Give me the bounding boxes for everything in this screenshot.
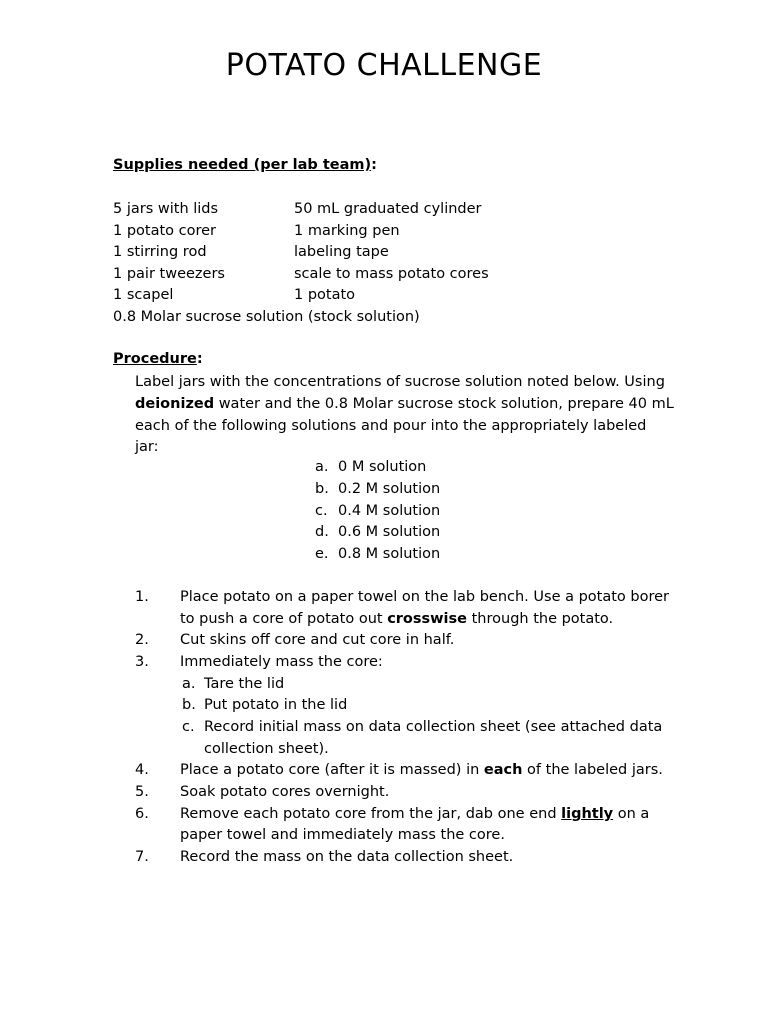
step-text-part: Place a potato core (after it is massed) in	[180, 762, 484, 778]
emphasis-each: each	[483, 762, 523, 778]
solution-letter: a.	[315, 459, 329, 475]
solution-item: 0.8 M solution	[338, 546, 441, 562]
procedure-heading	[113, 351, 203, 367]
supply-item: 1 marking pen	[294, 223, 400, 239]
supply-item: 1 potato	[294, 287, 356, 303]
emphasis-lightly: lightly	[561, 806, 614, 822]
supply-item: 1 potato corer	[113, 223, 217, 239]
supply-item: 1 scapel	[113, 287, 174, 303]
supply-item: scale to mass potato cores	[294, 266, 489, 282]
substep-letter: c.	[182, 719, 195, 735]
supply-item: 1 stirring rod	[113, 244, 207, 260]
step-text-part: of the labeled jars.	[522, 762, 663, 778]
procedure-intro-line: jar:	[135, 439, 159, 455]
solution-item: 0.2 M solution	[338, 481, 441, 497]
step-text: Immediately mass the core:	[180, 654, 383, 670]
step-number: 4.	[135, 762, 149, 778]
step-text: Soak potato cores overnight.	[180, 784, 390, 800]
step-number: 5.	[135, 784, 149, 800]
supply-item: 1 pair tweezers	[113, 266, 225, 282]
step-text	[180, 611, 613, 627]
substep-text: collection sheet).	[204, 741, 329, 757]
page-title: POTATO CHALLENGE	[225, 48, 543, 83]
step-number: 1.	[135, 589, 149, 605]
substep-text: Record initial mass on data collection sheet (see attached data	[204, 719, 663, 735]
solution-letter: e.	[315, 546, 329, 562]
supplies-heading	[113, 157, 377, 173]
step-text-part: to push a core of potato out	[180, 611, 388, 627]
solution-letter: b.	[315, 481, 329, 497]
step-text: paper towel and immediately mass the core.	[180, 827, 505, 843]
supply-item: 5 jars with lids	[113, 201, 219, 217]
step-number: 7.	[135, 849, 149, 865]
substep-text: Tare the lid	[204, 676, 285, 692]
solution-letter: d.	[315, 524, 329, 540]
step-number: 2.	[135, 632, 149, 648]
procedure-heading-text: Procedure	[113, 351, 197, 367]
supplies-heading-text: Supplies needed (per lab team)	[113, 157, 372, 173]
step-text: Record the mass on the data collection sheet.	[180, 849, 514, 865]
procedure-intro-line: each of the following solutions and pour into the appropriately labeled	[135, 418, 647, 434]
substep-letter: b.	[182, 697, 196, 713]
step-text	[180, 762, 663, 778]
procedure-heading-colon: :	[196, 351, 203, 367]
step-text-part: on a	[613, 806, 650, 822]
solution-item: 0.6 M solution	[338, 524, 441, 540]
substep-letter: a.	[182, 676, 196, 692]
step-number: 6.	[135, 806, 149, 822]
solution-item: 0 M solution	[338, 459, 427, 475]
supplies-heading-colon: :	[371, 157, 377, 173]
step-text: Cut skins off core and cut core in half.	[180, 632, 455, 648]
supply-item: 50 mL graduated cylinder	[294, 201, 482, 217]
emphasis-crosswise: crosswise	[387, 611, 467, 627]
solution-item: 0.4 M solution	[338, 503, 441, 519]
step-text	[180, 806, 649, 822]
step-text-part: through the potato.	[467, 611, 614, 627]
emphasis-deionized: deionized	[135, 396, 215, 412]
procedure-intro-line	[135, 394, 674, 416]
supply-stock-solution: 0.8 Molar sucrose solution (stock solution)	[113, 309, 420, 325]
substep-text: Put potato in the lid	[204, 697, 348, 713]
solution-letter: c.	[315, 503, 328, 519]
procedure-intro-line: Label jars with the concentrations of sucrose solution noted below. Using	[135, 374, 665, 390]
supply-item: labeling tape	[294, 244, 389, 260]
intro-line-rest: water and the 0.8 Molar sucrose stock solution, prepare 40 mL	[214, 396, 674, 412]
step-number: 3.	[135, 654, 149, 670]
step-text: Place potato on a paper towel on the lab bench. Use a potato borer	[180, 589, 669, 605]
step-text-part: Remove each potato core from the jar, dab one end	[180, 806, 562, 822]
